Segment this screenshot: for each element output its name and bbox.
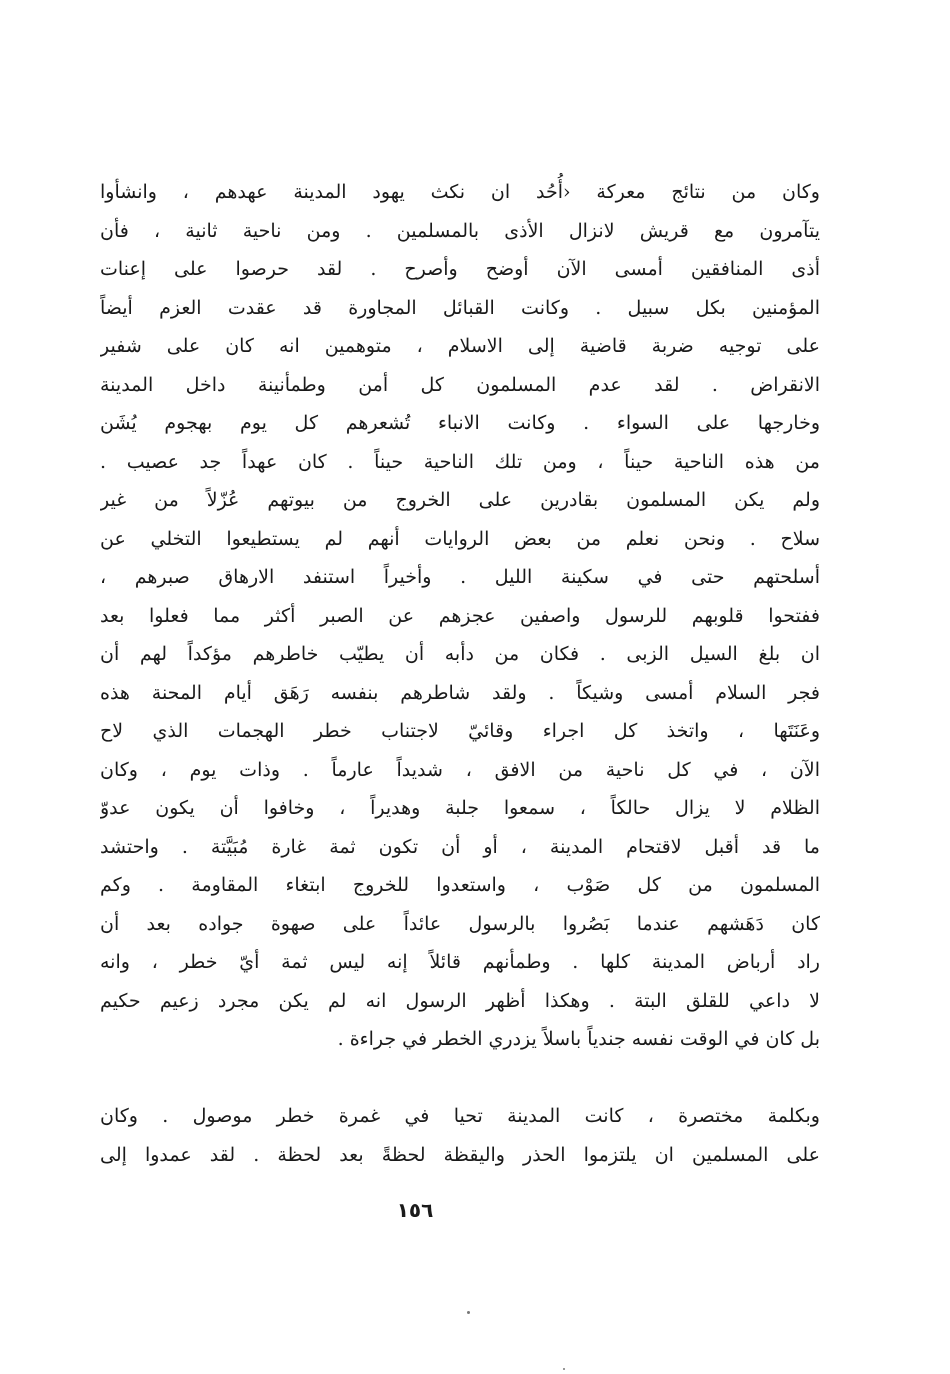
text-line: وعَنَتَها ، واتخذ كل اجراء وقائيّ لاجتناب خطر الهجمات الذي لاح — [100, 720, 820, 742]
text-line: ولم يكن المسلمون بقادرين على الخروج من بيوتهم عُزّلاً من غير — [100, 489, 820, 511]
text-line: ان بلغ السيل الزبى . فكان من دأبه أن يطيّب خاطرهم مؤكداً لهم أن — [100, 643, 820, 665]
text-line: من هذه الناحية حيناً ، ومن تلك الناحية حيناً . كان عهداً جد عصيب . — [100, 450, 820, 473]
text-line: على توجيه ضربة قاضية إلى الاسلام ، متوهمين انه كان على شفير — [100, 335, 820, 357]
text-line: الآن ، في كل ناحية من الافق ، شديداً عارماً . وذات يوم ، وكان — [100, 758, 820, 781]
text-line: على المسلمين ان يلتزموا الحذر واليقظة لحظةً بعد لحظة . لقد عمدوا إلى — [100, 1143, 820, 1166]
text-line: المسلمون من كل صَوْب ، واستعدوا للخروج ابتغاء المقاومة . وكم — [100, 874, 820, 896]
text-line: الانقراض . لقد عدم المسلمون كل أمن وطمأنينة داخل المدينة — [100, 373, 820, 396]
text-line: كان دَهَشهم عندما بَصُروا بالرسول عائداً على صهوة جواده بعد أن — [100, 912, 820, 935]
text-line: يتآمرون مع قريش لانزال الأذى بالمسلمين . ومن ناحية ثانية ، فأن — [100, 219, 820, 242]
text-line: سلاح . ونحن نعلم من بعض الروايات أنهم لم يستطيعوا التخلي عن — [100, 527, 820, 550]
text-line: وبكلمة مختصرة ، كانت المدينة تحيا في غمرة خطر موصول . وكان — [100, 1105, 820, 1127]
scan-speck — [563, 1368, 565, 1370]
page-number: ١٥٦ — [396, 1198, 434, 1222]
paragraph-1 — [100, 173, 820, 1059]
text-line: بل كان في الوقت نفسه جندياً باسلاً يزدري الخطر في جراءة . — [337, 1028, 820, 1050]
text-line: راد أرباض المدينة كلها . وطمأنهم قائلاً إنه ليس ثمة أيّ خطر ، وانه — [100, 951, 820, 973]
paragraph-2 — [100, 1097, 820, 1174]
text-line: الظلام لا يزال حالكاً ، سمعوا جلبة وهديراً ، وخافوا أن يكون عدوّ — [100, 797, 820, 819]
text-line: ففتحوا قلوبهم للرسول واصفين عجزهم عن الصبر أكثر مما فعلوا بعد — [100, 604, 820, 627]
text-line: ما قد أقبل لاقتحام المدينة ، أو أن تكون ثمة غارة مُبَيَّتة . واحتشد — [100, 835, 820, 858]
text-line: وكان من نتائج معركة ‹أُحُد ان نكث يهود المدينة عهدهم ، وانشأوا — [100, 181, 820, 203]
text-line: أسلحتهم حتى في سكينة الليل . وأخيراً استنفد الارهاق صبرهم ، — [100, 566, 820, 588]
text-line: المؤمنين بكل سبيل . وكانت القبائل المجاورة قد عقدت العزم أيضاً — [100, 296, 820, 319]
text-line: فجر السلام أمسى وشيكاً . ولقد شاطرهم بنفسه رَهَق أيام المحنة هذه — [100, 681, 820, 704]
text-line: أذى المنافقين أمسى الآن أوضح وأصرح . لقد حرصوا على إعنات — [100, 258, 820, 280]
text-line: وخارجها على السواء . وكانت الانباء تُشعرهم كل يوم بهجوم يُشَن — [100, 412, 820, 434]
scan-speck — [467, 1311, 470, 1314]
text-line: لا داعي للقلق البتة . وهكذا أظهر الرسول انه لم يكن مجرد زعيم حكيم — [100, 989, 820, 1012]
